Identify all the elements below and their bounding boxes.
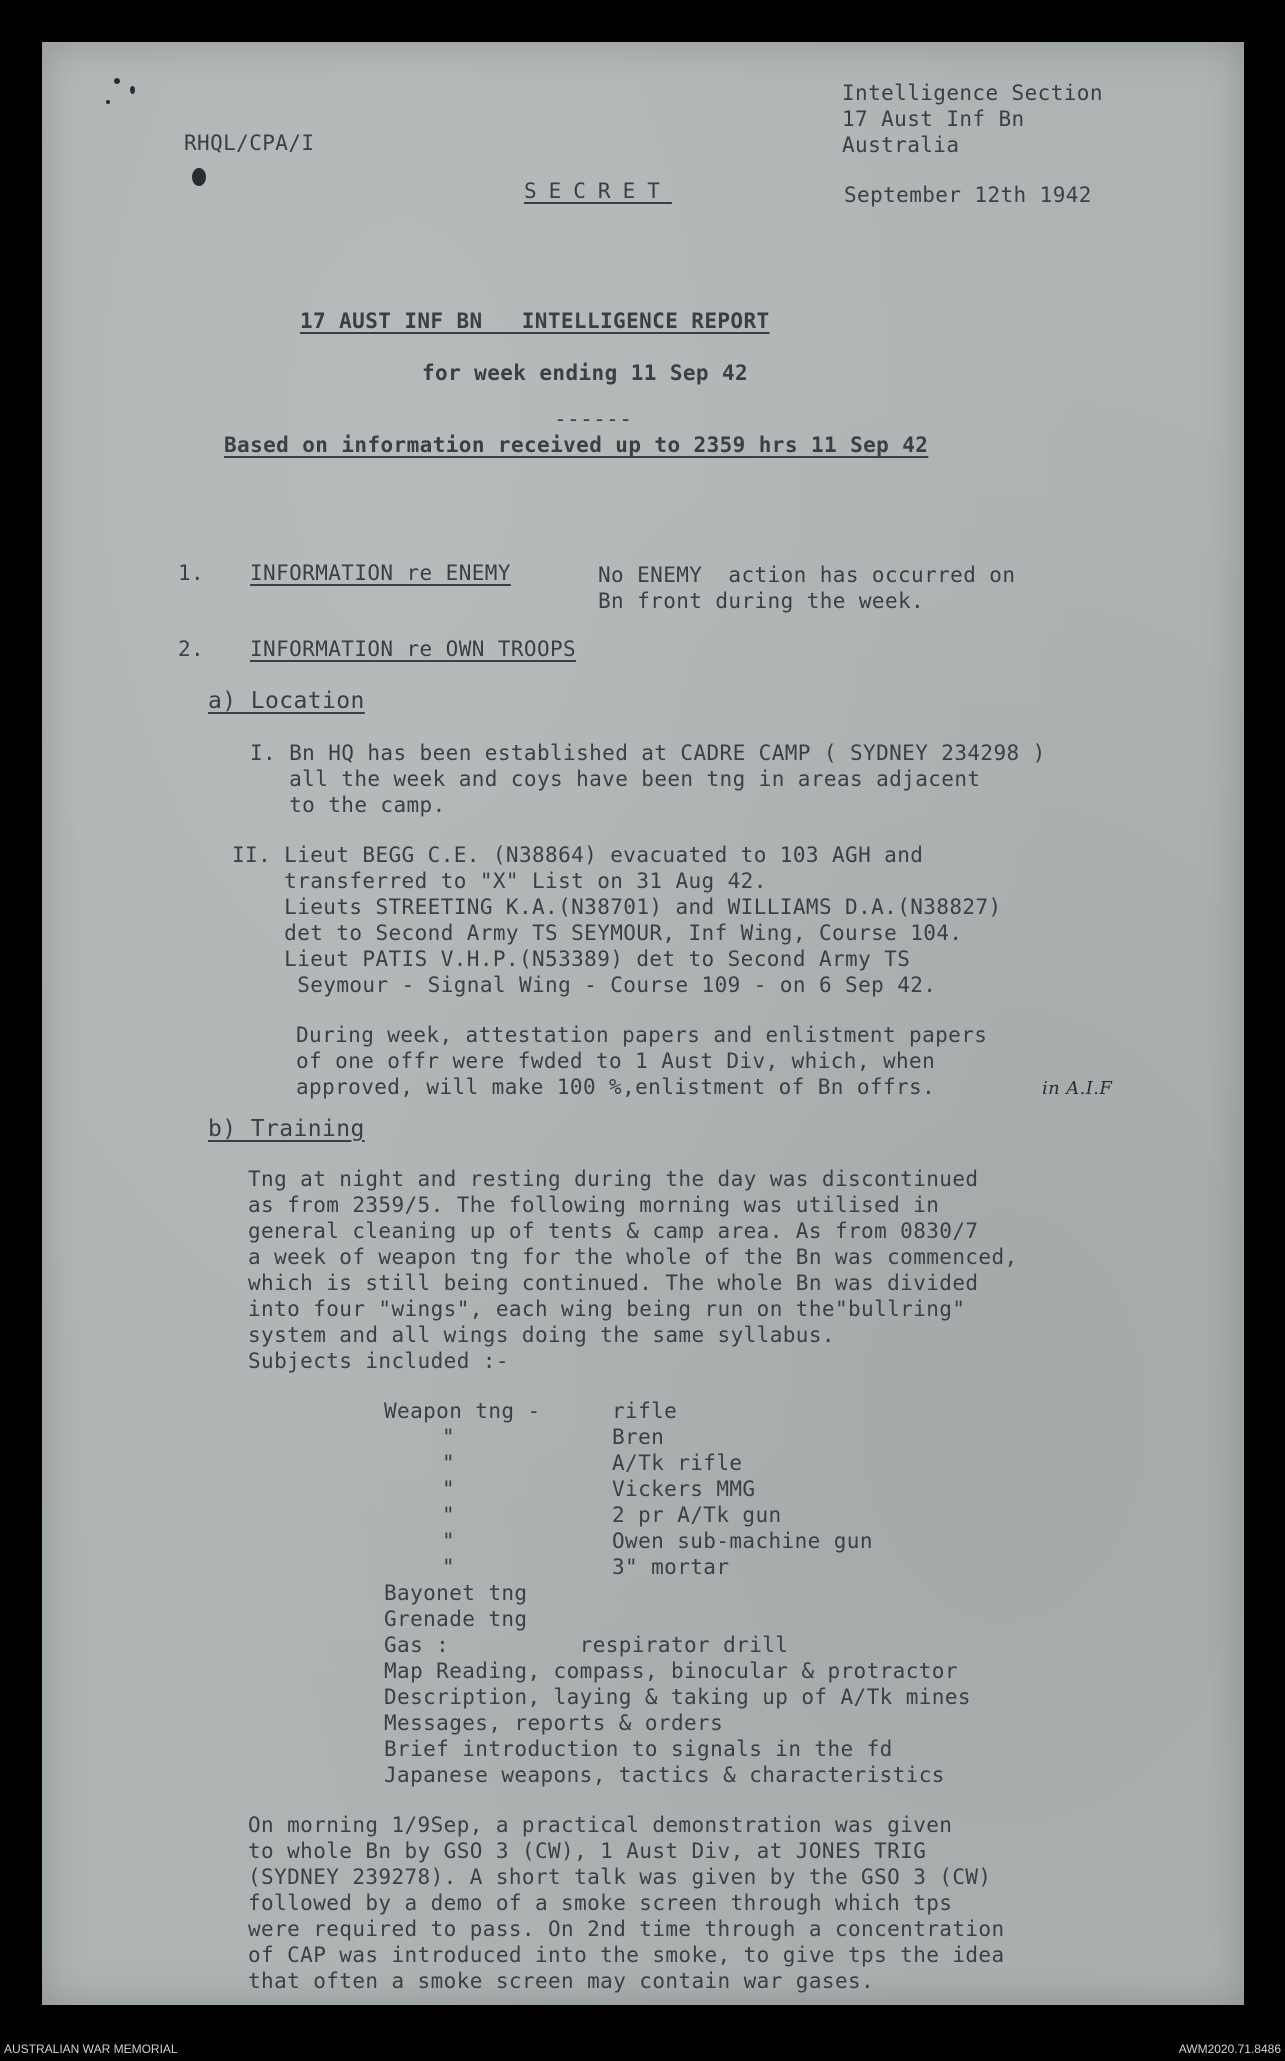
demonstration-paragraph: were required to pass. On 2nd time through a concentration xyxy=(248,1917,1005,1941)
ink-blot-1 xyxy=(114,78,120,84)
ditto-mark: " xyxy=(442,1451,456,1475)
section-2-heading: INFORMATION re OWN TROOPS xyxy=(250,637,577,661)
section-2-number: 2. xyxy=(178,637,205,661)
location-item-i: I. Bn HQ has been established at CADRE CAMP ( SYDNEY 234298 ) xyxy=(250,741,1046,765)
location-item-ii: Seymour - Signal Wing - Course 109 - on 6 Sep 42. xyxy=(232,973,937,997)
sender-line: Intelligence Section xyxy=(842,81,1103,105)
handwritten-annotation: in A.I.F xyxy=(1042,1078,1113,1099)
report-subtitle: for week ending 11 Sep 42 xyxy=(422,361,749,385)
demonstration-paragraph: to whole Bn by GSO 3 (CW), 1 Aust Div, at JONES TRIG xyxy=(248,1839,927,1863)
subsection-a-heading: a) Location xyxy=(208,688,365,714)
location-item-i: to the camp. xyxy=(250,793,446,817)
ditto-mark: " xyxy=(442,1477,456,1501)
training-paragraph: Subjects included :- xyxy=(248,1349,509,1373)
weapon-training-label: Weapon tng - xyxy=(384,1399,541,1423)
subject-item: Messages, reports & orders xyxy=(384,1711,724,1735)
section-1-text: No ENEMY action has occurred on xyxy=(598,563,1016,587)
location-item-ii: Lieut PATIS V.H.P.(N53389) det to Second Army TS xyxy=(232,947,911,971)
subject-item: Gas : respirator drill xyxy=(384,1633,789,1657)
weapon-item: A/Tk rifle xyxy=(612,1451,743,1475)
subsection-b-heading: b) Training xyxy=(208,1116,365,1142)
training-paragraph: a week of weapon tng for the whole of the Bn was commenced, xyxy=(248,1245,1018,1269)
enlistment-paragraph: of one offr were fwded to 1 Aust Div, which, when xyxy=(296,1049,936,1073)
enlistment-paragraph: During week, attestation papers and enlistment papers xyxy=(296,1023,988,1047)
footer-credit: AUSTRALIAN WAR MEMORIAL xyxy=(4,2042,178,2056)
training-paragraph: as from 2359/5. The following morning was utilised in xyxy=(248,1193,940,1217)
demonstration-paragraph: that often a smoke screen may contain war gases. xyxy=(248,1969,875,1993)
subject-item: Description, laying & taking up of A/Tk mines xyxy=(384,1685,971,1709)
ink-blot-4 xyxy=(192,168,206,186)
weapon-item: 3" mortar xyxy=(612,1555,730,1579)
location-item-i: all the week and coys have been tng in areas adjacent xyxy=(250,767,981,791)
document-date: September 12th 1942 xyxy=(844,183,1092,207)
document-sheet xyxy=(42,42,1244,2005)
location-item-ii: Lieuts STREETING K.A.(N38701) and WILLIAMS D.A.(N38827) xyxy=(232,895,1002,919)
subject-item: Bayonet tng xyxy=(384,1581,528,1605)
training-paragraph: Tng at night and resting during the day was discontinued xyxy=(248,1167,979,1191)
footer-catalogue-id: AWM2020.71.8486 xyxy=(1178,2042,1281,2056)
ditto-mark: " xyxy=(442,1425,456,1449)
training-paragraph: which is still being continued. The whole Bn was divided xyxy=(248,1271,979,1295)
subject-item: Grenade tng xyxy=(384,1607,528,1631)
training-paragraph: system and all wings doing the same syllabus. xyxy=(248,1323,835,1347)
weapon-item: 2 pr A/Tk gun xyxy=(612,1503,782,1527)
subject-item: Japanese weapons, tactics & characteristics xyxy=(384,1763,945,1787)
report-title: 17 AUST INF BN INTELLIGENCE REPORT xyxy=(300,309,770,333)
training-paragraph: general cleaning up of tents & camp area. As from 0830/7 xyxy=(248,1219,979,1243)
location-item-ii: II. Lieut BEGG C.E. (N38864) evacuated to 103 AGH and xyxy=(232,843,924,867)
demonstration-paragraph: (SYDNEY 239278). A short talk was given by the GSO 3 (CW) xyxy=(248,1865,992,1889)
training-paragraph: into four "wings", each wing being run on the"bullring" xyxy=(248,1297,966,1321)
section-1-text: Bn front during the week. xyxy=(598,589,925,613)
demonstration-paragraph: of CAP was introduced into the smoke, to give tps the idea xyxy=(248,1943,1005,1967)
weapon-item: Owen sub-machine gun xyxy=(612,1529,873,1553)
weapon-item: Bren xyxy=(612,1425,665,1449)
location-item-ii: det to Second Army TS SEYMOUR, Inf Wing, Course 104. xyxy=(232,921,963,945)
section-1-number: 1. xyxy=(178,561,205,585)
ditto-mark: " xyxy=(442,1529,456,1553)
weapon-item: rifle xyxy=(612,1399,678,1423)
ink-blot-2 xyxy=(130,86,135,94)
subject-item: Map Reading, compass, binocular & protractor xyxy=(384,1659,958,1683)
reference-code: RHQL/CPA/I xyxy=(184,131,315,155)
demonstration-paragraph: followed by a demo of a smoke screen through which tps xyxy=(248,1891,953,1915)
section-1-heading: INFORMATION re ENEMY xyxy=(250,561,511,585)
subject-item: Brief introduction to signals in the fd xyxy=(384,1737,893,1761)
ditto-mark: " xyxy=(442,1555,456,1579)
based-on-line: Based on information received up to 2359 hrs 11 Sep 42 xyxy=(224,433,929,457)
weapon-item: Vickers MMG xyxy=(612,1477,756,1501)
demonstration-paragraph: On morning 1/9Sep, a practical demonstration was given xyxy=(248,1813,953,1837)
location-item-ii: transferred to "X" List on 31 Aug 42. xyxy=(232,869,767,893)
divider: ------ xyxy=(554,407,633,431)
ditto-mark: " xyxy=(442,1503,456,1527)
sender-line: Australia xyxy=(842,133,960,157)
sender-line: 17 Aust Inf Bn xyxy=(842,107,1025,131)
classification: SECRET xyxy=(524,179,672,203)
ink-blot-3 xyxy=(106,100,110,104)
enlistment-paragraph: approved, will make 100 %,enlistment of Bn offrs. xyxy=(296,1075,936,1099)
